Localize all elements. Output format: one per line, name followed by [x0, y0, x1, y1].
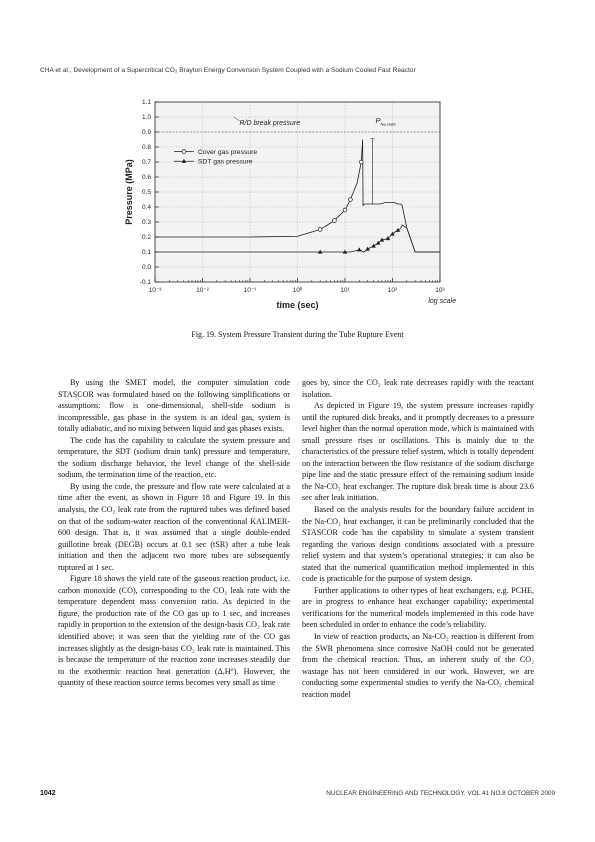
- left-paragraph: By using the SMET model, the computer simulation code STASCOR was formulated based on the following simplifications or assumptions: flow is one-dimensional, shell-side sodium is incompressible, gas phase in the system is an ideal gas, system is totally adiabatic, and no mixing between liquid and gas phases exists.: [58, 378, 290, 434]
- cover-gas-point: [333, 219, 337, 223]
- y-tick-label: -0.1: [139, 279, 151, 287]
- right-column: [302, 377, 534, 700]
- pressure-transient-chart: [120, 96, 465, 331]
- left-paragraph: Figure 18 shows the yield rate of the gaseous reaction product, i.e. carbon monoxide (CO), corresponding to the CO₂ leak rate with the temperature dependent mass conversion ratio. As depicted in the figure, the production rate of the CO gas up to 1 sec, and increases rapidly in proportion to the extension of the design-basis CO₂ leak rate identified above; it was seen that the yielding rate of the CO gas increases slightly as the design-basis CO₂ leak rate is maintained. This is because the temperature of the reaction zone increases steadily due to the exothermic reaction heat generation (ΔᵣH°). However, the quantity of these reaction source terms becomes very small as time: [58, 574, 290, 688]
- figure-caption: Fig. 19. System Pressure Transient during the Tube Rupture Event: [191, 330, 404, 339]
- journal-footer: NUCLEAR ENGINEERING AND TECHNOLOGY, VOL.41 NO.8 OCTOBER 2009: [326, 790, 555, 797]
- right-paragraph: goes by, since the CO₂ leak rate decreases rapidly with the reactant isolation.: [302, 378, 534, 399]
- y-tick-label: 0.0: [141, 264, 151, 272]
- x-tick-label: 10⁻²: [196, 287, 209, 294]
- x-tick-label: 10²: [387, 287, 398, 294]
- y-tick-label: 0.7: [141, 159, 151, 167]
- y-axis-label: Pressure (MPa): [124, 159, 134, 225]
- y-tick-label: 0.5: [141, 189, 151, 197]
- pna-static-subscript: Na,static: [380, 121, 397, 127]
- y-tick-label: 0.2: [141, 234, 151, 242]
- x-tick-label: 10⁰: [292, 287, 303, 294]
- page-number: 1042: [40, 790, 56, 797]
- y-tick-label: 0.3: [141, 219, 151, 227]
- x-axis-label: time (sec): [276, 300, 319, 310]
- y-tick-label: 1.0: [141, 114, 151, 122]
- y-tick-label: 0.1: [141, 249, 151, 257]
- legend-marker-cover-gas: [182, 150, 186, 154]
- cover-gas-point: [318, 228, 322, 232]
- right-paragraph: Further applications to other types of heat exchangers, e.g. PCHE, are in progress to enhance heat exchanger capability; experimental verifications for the numerical models implemented in this code have been scheduled in order to enhance the code’s reliability.: [302, 585, 534, 630]
- cover-gas-point: [359, 160, 363, 164]
- legend-label-sdt-gas: SDT gas pressure: [197, 158, 253, 166]
- x-tick-label: 10⁻¹: [243, 287, 257, 294]
- right-paragraph: Based on the analysis results for the boundary failure accident in the Na-CO₂ heat exchanger, it can be preliminarily concluded that the STASCOR code has the capability to simulate a system transient regarding the various design conditions associated with a pressure relief system and that system’s operational strategies; it can also be stated that the numerical quantification method implemented in this code is practicable for the purpose of system design.: [302, 505, 534, 584]
- cover-gas-point: [349, 198, 353, 202]
- pressure-transient-figure: [120, 96, 465, 331]
- x-tick-label: 10³: [435, 287, 445, 294]
- y-tick-label: 0.9: [141, 129, 151, 137]
- x-tick-label: 10⁻³: [148, 287, 162, 294]
- y-tick-label: 1.1: [141, 99, 151, 107]
- pna-static-label: P: [375, 116, 381, 125]
- log-scale-label: log scale: [428, 298, 456, 305]
- y-tick-label: 0.6: [141, 174, 151, 182]
- y-tick-label: 0.4: [141, 204, 151, 212]
- left-column: [58, 377, 290, 689]
- right-paragraph: As depicted in Figure 19, the system pressure increases rapidly until the ruptured disk breaks, and it promptly decreases to a pressure level higher than the normal operation mode, which is maintained with small pressure rises or oscillations. This is mainly due to the characteristics of the pressure relief system, which is totally dependent on the interaction between the flow resistance of the sodium discharge pipe line and the static pressure effect of the remaining sodium inside the Na-CO₂ heat exchanger. The rupture disk break time is about 23.6 sec after leak initiation.: [302, 401, 534, 503]
- rd-break-pressure-label: R/D break pressure: [239, 120, 301, 127]
- cover-gas-point: [343, 208, 347, 212]
- y-tick-label: 0.8: [141, 144, 151, 152]
- legend-label-cover-gas: Cover gas pressure: [197, 148, 258, 156]
- right-paragraph: In view of reaction products, an Na-CO₂ reaction is different from the SWR phenomena since corrosive NaOH could not be generated from the chemical reaction. Thus, an inherent study of the CO₂ wastage has not been considered in our work. However, we are conducting some experimental studies to verify the Na-CO₂ chemical reaction model: [302, 632, 534, 699]
- left-paragraph: By using the code, the pressure and flow rate were calculated at a time after the event, as shown in Figure 18 and Figure 19. In this analysis, the CO₂ leak rate from the ruptured tubes was defined based on that of the sodium-water reaction of the conventional KALIMER-600 design. That is, it was assumed that a single double-ended guillotine break (DEGB) occurs at 0.1 sec (tSR) after a tube leak initiation and then the adjacent two more tubes are subsequently ruptured at 1 sec.: [58, 481, 290, 572]
- left-paragraph: The code has the capability to calculate the system pressure and temperature, the SDT (sodium drain tank) pressure and temperature, the sodium discharge behavior, the level change of the shell-side sodium, the termination time of the reaction, etc.: [58, 435, 290, 480]
- x-tick-label: 10¹: [340, 287, 350, 294]
- running-header: CHA et al., Development of a Supercritical CO₂ Brayton Energy Conversion System Coupled with a Sodium Cooled Fast Reactor: [40, 67, 416, 74]
